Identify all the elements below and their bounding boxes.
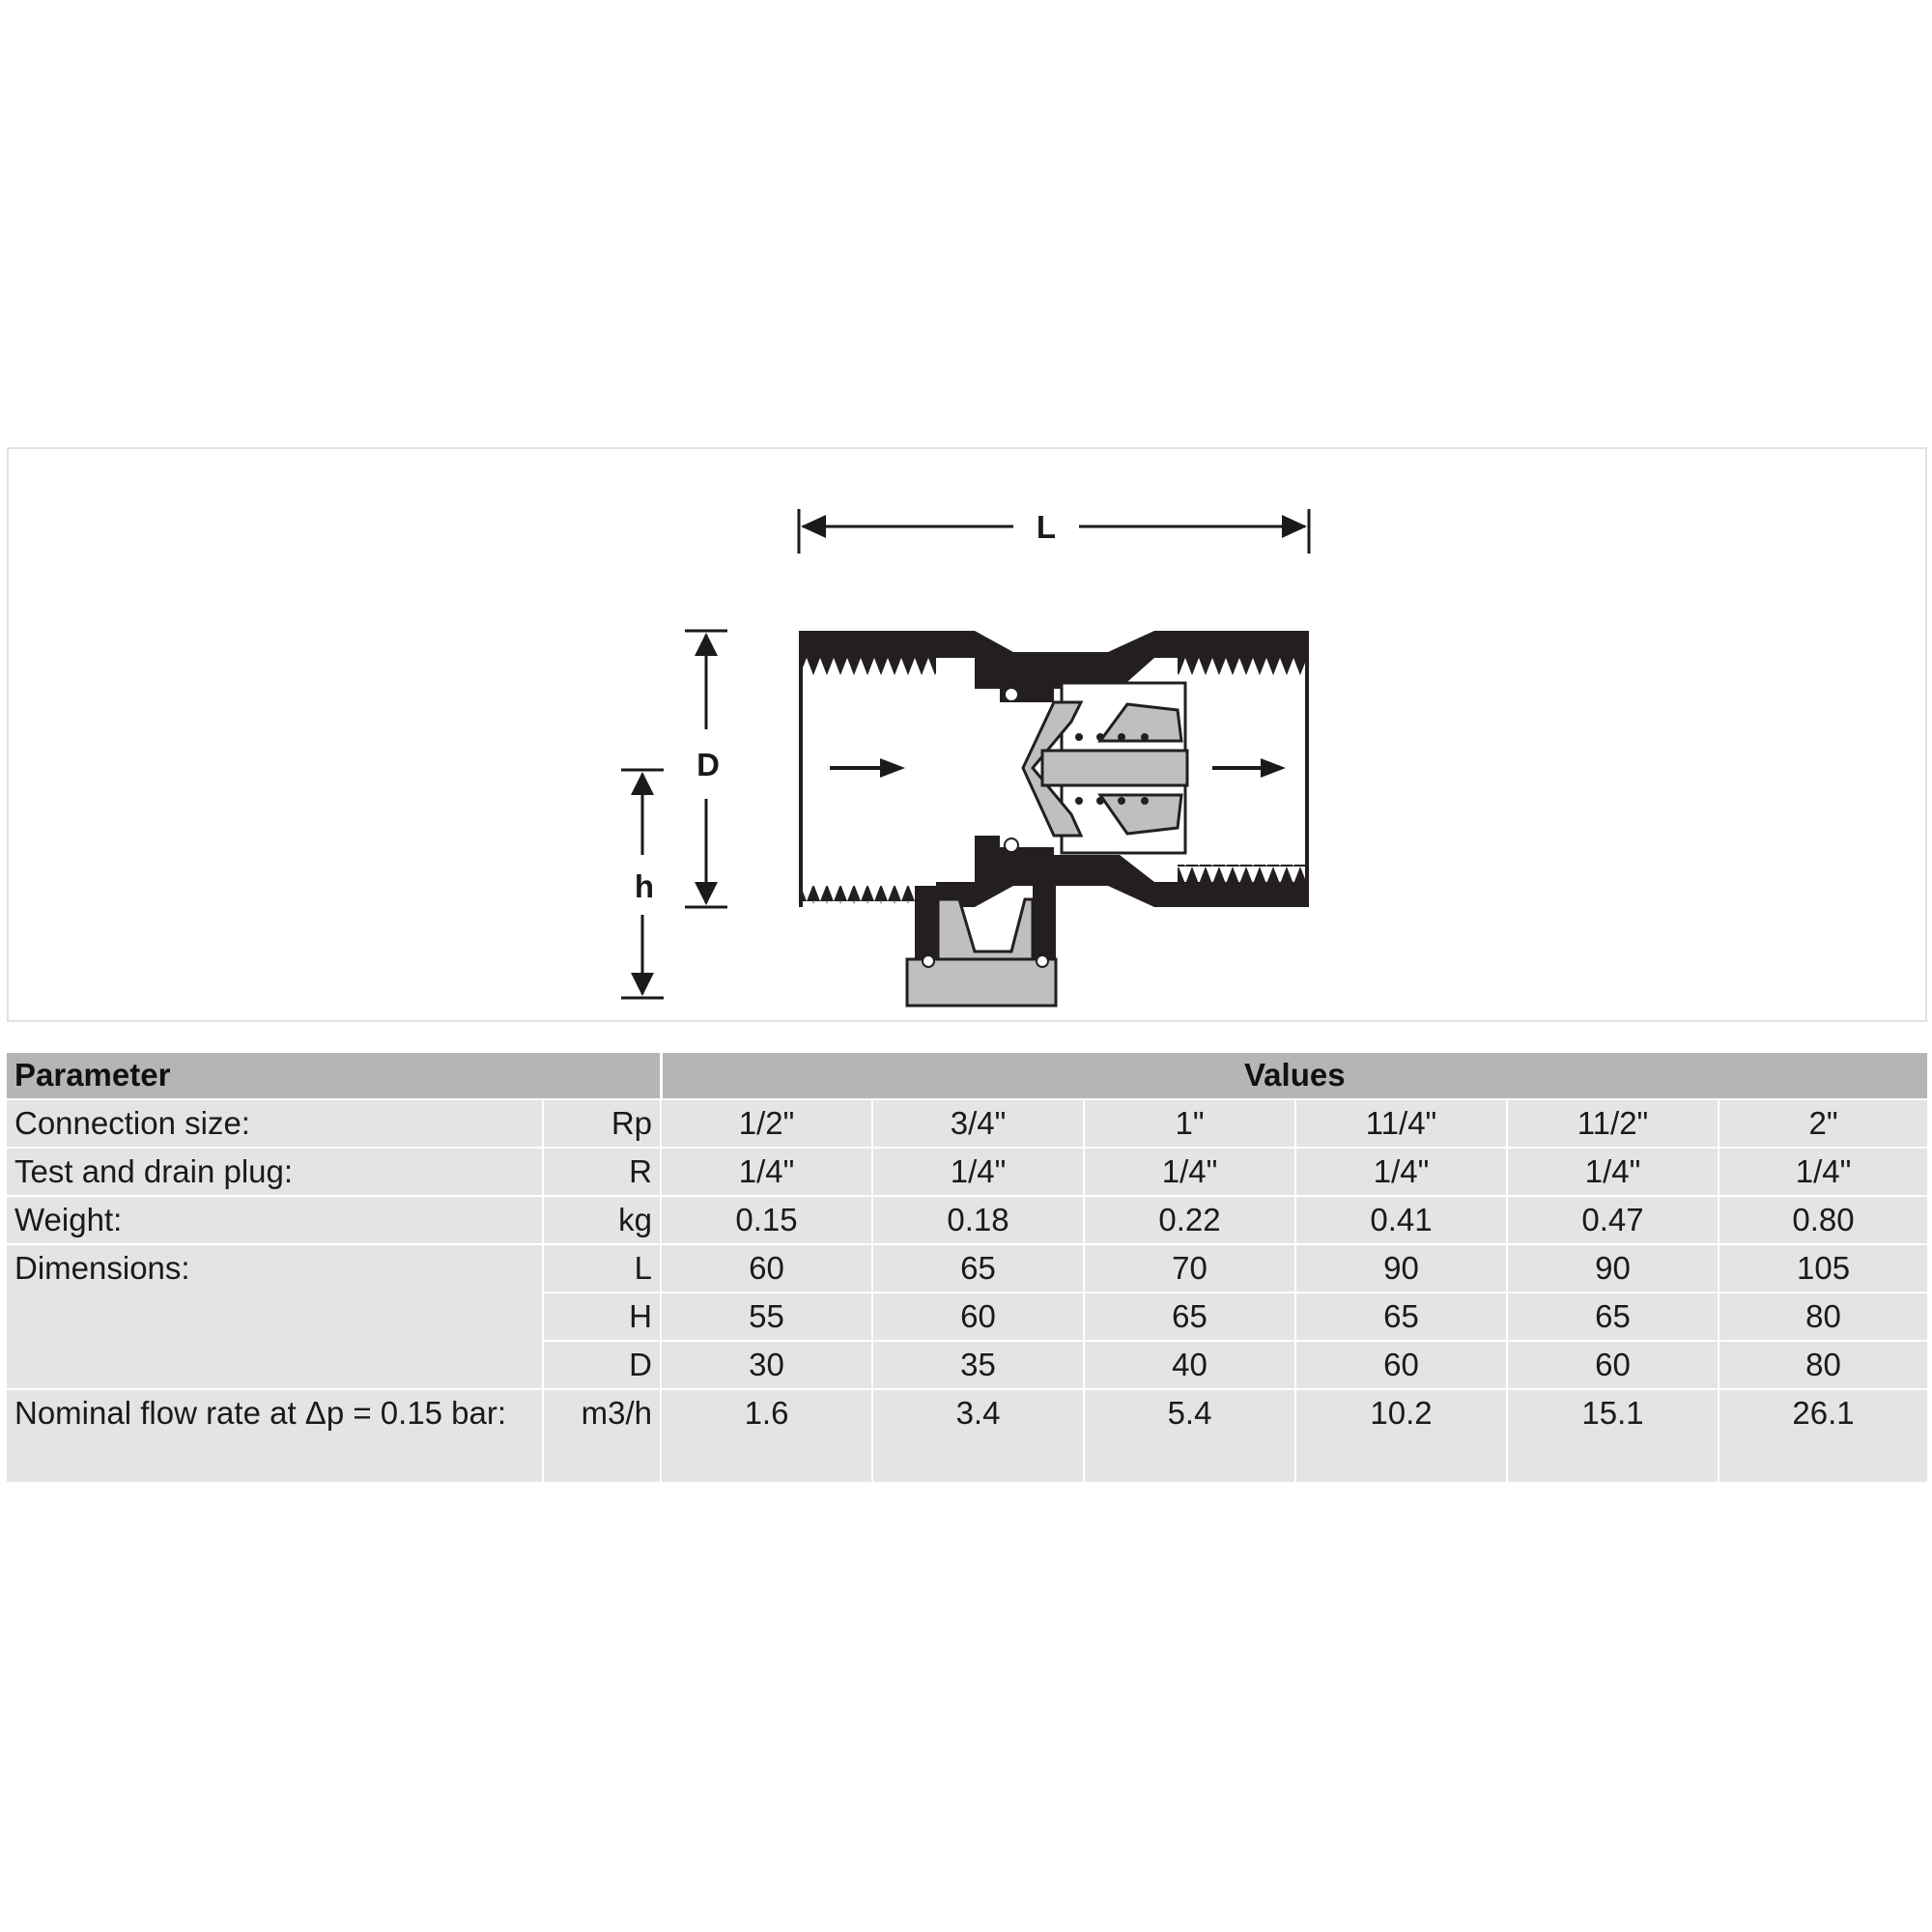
cell-value: 0.80 bbox=[1719, 1196, 1927, 1244]
cell-value: 2" bbox=[1719, 1099, 1927, 1148]
row-label: Connection size: bbox=[7, 1099, 543, 1148]
flow-arrow-inlet bbox=[830, 758, 905, 778]
cell-value: 11/2" bbox=[1507, 1099, 1719, 1148]
parameter-header: Parameter bbox=[7, 1053, 661, 1099]
row-label: Nominal flow rate at Δp = 0.15 bar: bbox=[7, 1389, 543, 1482]
diameter-dimension bbox=[685, 631, 727, 907]
row-label: Dimensions: bbox=[7, 1244, 543, 1293]
cell-value: 90 bbox=[1507, 1244, 1719, 1293]
row-unit: m3/h bbox=[543, 1389, 661, 1482]
table-header-row bbox=[7, 1053, 1927, 1099]
cell-value: 0.18 bbox=[872, 1196, 1084, 1244]
cell-value: 1" bbox=[1084, 1099, 1295, 1148]
cell-value: 65 bbox=[872, 1244, 1084, 1293]
cell-value: 0.47 bbox=[1507, 1196, 1719, 1244]
cell-value: 40 bbox=[1084, 1341, 1295, 1389]
cell-value: 60 bbox=[872, 1293, 1084, 1341]
cell-value: 80 bbox=[1719, 1293, 1927, 1341]
cell-value: 0.22 bbox=[1084, 1196, 1295, 1244]
row-unit: L bbox=[543, 1244, 661, 1293]
row-unit: kg bbox=[543, 1196, 661, 1244]
cell-value: 11/4" bbox=[1295, 1099, 1507, 1148]
cell-value: 80 bbox=[1719, 1341, 1927, 1389]
table-row bbox=[7, 1148, 1927, 1196]
height-label: h bbox=[634, 868, 655, 904]
cell-value: 1/4" bbox=[1507, 1148, 1719, 1196]
cell-value: 70 bbox=[1084, 1244, 1295, 1293]
cell-value: 10.2 bbox=[1295, 1389, 1507, 1482]
cell-value: 5.4 bbox=[1084, 1389, 1295, 1482]
cell-value: 3/4" bbox=[872, 1099, 1084, 1148]
cell-value: 0.41 bbox=[1295, 1196, 1507, 1244]
cell-value: 1/4" bbox=[872, 1148, 1084, 1196]
row-unit: D bbox=[543, 1341, 661, 1389]
cell-value: 3.4 bbox=[872, 1389, 1084, 1482]
table-row bbox=[7, 1196, 1927, 1244]
test-drain-plug bbox=[907, 886, 1056, 1006]
cell-value: 65 bbox=[1084, 1293, 1295, 1341]
cell-value: 30 bbox=[661, 1341, 872, 1389]
row-label: Weight: bbox=[7, 1196, 543, 1244]
cell-value: 60 bbox=[1507, 1341, 1719, 1389]
specification-table bbox=[7, 1053, 1927, 1482]
cell-value: 105 bbox=[1719, 1244, 1927, 1293]
row-unit: H bbox=[543, 1293, 661, 1341]
cell-value: 65 bbox=[1295, 1293, 1507, 1341]
row-label bbox=[7, 1341, 543, 1389]
cell-value: 60 bbox=[661, 1244, 872, 1293]
values-header: Values bbox=[661, 1053, 1927, 1099]
cell-value: 1.6 bbox=[661, 1389, 872, 1482]
cell-value: 35 bbox=[872, 1341, 1084, 1389]
cell-value: 1/4" bbox=[661, 1148, 872, 1196]
row-label bbox=[7, 1293, 543, 1341]
cell-value: 1/2" bbox=[661, 1099, 872, 1148]
valve-drawing-frame bbox=[7, 447, 1927, 1022]
table-row bbox=[7, 1244, 1927, 1293]
cell-value: 65 bbox=[1507, 1293, 1719, 1341]
cell-value: 1/4" bbox=[1719, 1148, 1927, 1196]
length-dimension bbox=[799, 509, 1309, 554]
cell-value: 60 bbox=[1295, 1341, 1507, 1389]
cell-value: 15.1 bbox=[1507, 1389, 1719, 1482]
cell-value: 1/4" bbox=[1295, 1148, 1507, 1196]
cell-value: 55 bbox=[661, 1293, 872, 1341]
length-label: L bbox=[1036, 509, 1057, 545]
valve-cross-section-drawing bbox=[9, 449, 1929, 1024]
diameter-label: D bbox=[696, 747, 720, 782]
cell-value: 1/4" bbox=[1084, 1148, 1295, 1196]
cell-value: 90 bbox=[1295, 1244, 1507, 1293]
cell-value: 0.15 bbox=[661, 1196, 872, 1244]
row-unit: Rp bbox=[543, 1099, 661, 1148]
row-label: Test and drain plug: bbox=[7, 1148, 543, 1196]
height-dimension bbox=[621, 770, 664, 998]
table-row bbox=[7, 1341, 1927, 1389]
check-valve-insert bbox=[1005, 683, 1187, 853]
row-unit: R bbox=[543, 1148, 661, 1196]
table-row bbox=[7, 1099, 1927, 1148]
table-row bbox=[7, 1293, 1927, 1341]
cell-value: 26.1 bbox=[1719, 1389, 1927, 1482]
flow-arrow-outlet bbox=[1212, 758, 1286, 778]
table-row bbox=[7, 1389, 1927, 1482]
